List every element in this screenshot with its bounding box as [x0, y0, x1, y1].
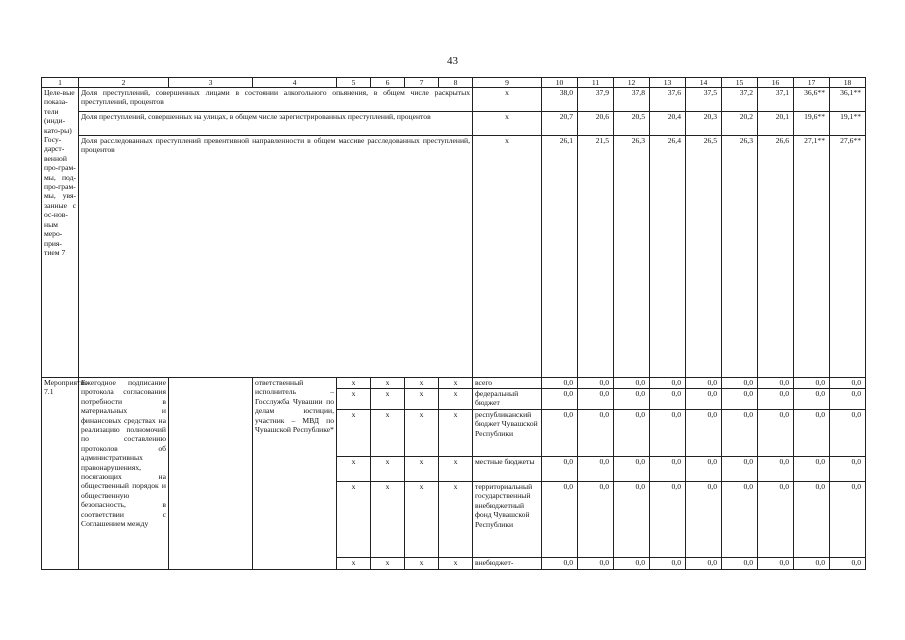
program-table	[41, 77, 866, 570]
header-cell: 9	[473, 78, 542, 88]
value-cell: 0,0	[542, 389, 578, 410]
mark-cell: x	[371, 482, 405, 558]
indicator-text: Доля расследованных преступлений превентивной направленности в общем массиве расследованных преступлений, процентов	[79, 136, 473, 378]
value-cell: 37,6	[650, 88, 686, 112]
value-cell: 0,0	[542, 410, 578, 457]
value-cell: 0,0	[722, 378, 758, 389]
mark-cell: x	[439, 410, 473, 457]
value-cell: 0,0	[758, 389, 794, 410]
value-cell: 0,0	[830, 482, 866, 558]
header-cell: 7	[405, 78, 439, 88]
mark-cell: x	[371, 457, 405, 482]
value-cell: 0,0	[578, 457, 614, 482]
value-cell: 27,1**	[794, 136, 830, 378]
page-number: 43	[447, 55, 458, 67]
mark-cell: x	[337, 389, 371, 410]
value-cell: 0,0	[830, 378, 866, 389]
value-cell: 20,7	[542, 112, 578, 136]
funding-source: внебюджет-	[473, 558, 542, 570]
value-cell: 37,5	[686, 88, 722, 112]
value-cell: 20,2	[722, 112, 758, 136]
value-cell: 0,0	[578, 410, 614, 457]
indicator-row	[42, 136, 866, 378]
value-cell: 0,0	[758, 378, 794, 389]
mark-cell: x	[405, 482, 439, 558]
mark-cell: x	[439, 457, 473, 482]
value-cell: 0,0	[758, 457, 794, 482]
value-cell: 0,0	[650, 558, 686, 570]
value-cell: 20,3	[686, 112, 722, 136]
header-cell: 3	[169, 78, 253, 88]
value-cell: 38,0	[542, 88, 578, 112]
value-cell: 27,6**	[830, 136, 866, 378]
value-cell: 0,0	[758, 410, 794, 457]
value-cell: 0,0	[614, 378, 650, 389]
mark-cell: x	[337, 482, 371, 558]
value-cell: 0,0	[794, 558, 830, 570]
indicator-text: Доля преступлений, совершенных на улицах, в общем числе зарегистрированных преступлений, процентов	[79, 112, 473, 136]
header-cell: 8	[439, 78, 473, 88]
mark-cell: x	[337, 558, 371, 570]
value-cell: 0,0	[722, 457, 758, 482]
value-cell: 26,4	[650, 136, 686, 378]
indicator-col9: x	[473, 136, 542, 378]
value-cell: 0,0	[614, 410, 650, 457]
value-cell: 0,0	[686, 457, 722, 482]
indicator-row	[42, 112, 866, 136]
header-cell: 4	[253, 78, 337, 88]
header-cell: 17	[794, 78, 830, 88]
value-cell: 0,0	[542, 378, 578, 389]
value-cell: 20,1	[758, 112, 794, 136]
funding-source: республиканский бюджет Чувашской Республики	[473, 410, 542, 457]
value-cell: 26,3	[722, 136, 758, 378]
mark-cell: x	[405, 410, 439, 457]
value-cell: 37,9	[578, 88, 614, 112]
header-cell: 5	[337, 78, 371, 88]
value-cell: 0,0	[650, 410, 686, 457]
value-cell: 0,0	[830, 389, 866, 410]
header-cell: 11	[578, 78, 614, 88]
value-cell: 36,1**	[830, 88, 866, 112]
mark-cell: x	[337, 378, 371, 389]
value-cell: 21,5	[578, 136, 614, 378]
value-cell: 0,0	[794, 482, 830, 558]
header-cell: 16	[758, 78, 794, 88]
funding-row	[42, 378, 866, 389]
value-cell: 0,0	[686, 389, 722, 410]
header-cell: 2	[79, 78, 169, 88]
value-cell: 0,0	[758, 482, 794, 558]
mark-cell: x	[371, 378, 405, 389]
funding-source: местные бюджеты	[473, 457, 542, 482]
value-cell: 0,0	[686, 482, 722, 558]
indicator-col9: x	[473, 88, 542, 112]
header-cell: 15	[722, 78, 758, 88]
header-cell: 14	[686, 78, 722, 88]
value-cell: 19,1**	[830, 112, 866, 136]
mark-cell: x	[405, 389, 439, 410]
value-cell: 0,0	[614, 457, 650, 482]
funding-source: территориальный государственный внебюджетный фонд Чувашской Республики	[473, 482, 542, 558]
header-cell: 6	[371, 78, 405, 88]
value-cell: 0,0	[722, 482, 758, 558]
indicator-col9: x	[473, 112, 542, 136]
value-cell: 36,6**	[794, 88, 830, 112]
value-cell: 0,0	[794, 410, 830, 457]
value-cell: 20,5	[614, 112, 650, 136]
header-row	[42, 78, 866, 88]
value-cell: 0,0	[686, 558, 722, 570]
mark-cell: x	[337, 410, 371, 457]
mark-cell: x	[371, 389, 405, 410]
indicator-text: Доля преступлений, совершенных лицами в состоянии алкогольного опьянения, в общем числе раскрытых преступлений, процентов	[79, 88, 473, 112]
value-cell: 0,0	[686, 410, 722, 457]
mark-cell: x	[405, 558, 439, 570]
value-cell: 0,0	[650, 482, 686, 558]
header-cell: 13	[650, 78, 686, 88]
value-cell: 0,0	[614, 482, 650, 558]
mark-cell: x	[371, 410, 405, 457]
section-label: Целе-вые показа-тели (инди-като-ры) Госу-дарст-венной про-грам-мы, под-про-грам-мы, увя-занные с ос-нов-ным меро-прия-тием 7	[42, 88, 79, 378]
value-cell: 0,0	[578, 378, 614, 389]
value-cell: 0,0	[614, 558, 650, 570]
event-executor: ответственный исполнитель – Госслужба Чувашии по делам юстиции, участник – МВД по Чувашской Республике*	[253, 378, 337, 570]
value-cell: 0,0	[650, 457, 686, 482]
value-cell: 0,0	[614, 389, 650, 410]
value-cell: 37,1	[758, 88, 794, 112]
funding-source: всего	[473, 378, 542, 389]
mark-cell: x	[337, 457, 371, 482]
value-cell: 0,0	[794, 457, 830, 482]
value-cell: 0,0	[830, 558, 866, 570]
value-cell: 0,0	[578, 482, 614, 558]
value-cell: 0,0	[830, 457, 866, 482]
event-description: Ежегодное подписание протокола согласования потребности в материальных и финансовых средствах на реализацию полномочий по составлению протоколов об административных правонарушениях, посягающих на общественный порядок и общественную безопасность, в соответствии с Соглашением между	[79, 378, 169, 570]
header-cell: 12	[614, 78, 650, 88]
value-cell: 0,0	[578, 389, 614, 410]
value-cell: 37,2	[722, 88, 758, 112]
value-cell: 0,0	[722, 389, 758, 410]
value-cell: 0,0	[758, 558, 794, 570]
value-cell: 0,0	[542, 482, 578, 558]
value-cell: 20,6	[578, 112, 614, 136]
value-cell: 0,0	[578, 558, 614, 570]
value-cell: 0,0	[794, 389, 830, 410]
value-cell: 26,5	[686, 136, 722, 378]
event-label: Мероприятие 7.1	[42, 378, 79, 570]
mark-cell: x	[439, 482, 473, 558]
value-cell: 0,0	[542, 558, 578, 570]
header-cell: 1	[42, 78, 79, 88]
value-cell: 0,0	[686, 378, 722, 389]
value-cell: 0,0	[650, 389, 686, 410]
mark-cell: x	[371, 558, 405, 570]
value-cell: 19,6**	[794, 112, 830, 136]
value-cell: 26,6	[758, 136, 794, 378]
value-cell: 0,0	[542, 457, 578, 482]
funding-source: федеральный бюджет	[473, 389, 542, 410]
mark-cell: x	[439, 558, 473, 570]
value-cell: 0,0	[794, 378, 830, 389]
mark-cell: x	[439, 378, 473, 389]
value-cell: 26,3	[614, 136, 650, 378]
value-cell: 20,4	[650, 112, 686, 136]
value-cell: 0,0	[722, 558, 758, 570]
mark-cell: x	[405, 378, 439, 389]
value-cell: 0,0	[722, 410, 758, 457]
mark-cell: x	[439, 389, 473, 410]
value-cell: 0,0	[830, 410, 866, 457]
header-cell: 10	[542, 78, 578, 88]
event-col3-empty	[169, 378, 253, 570]
indicator-row	[42, 88, 866, 112]
value-cell: 37,8	[614, 88, 650, 112]
mark-cell: x	[405, 457, 439, 482]
value-cell: 26,1	[542, 136, 578, 378]
value-cell: 0,0	[650, 378, 686, 389]
header-cell: 18	[830, 78, 866, 88]
